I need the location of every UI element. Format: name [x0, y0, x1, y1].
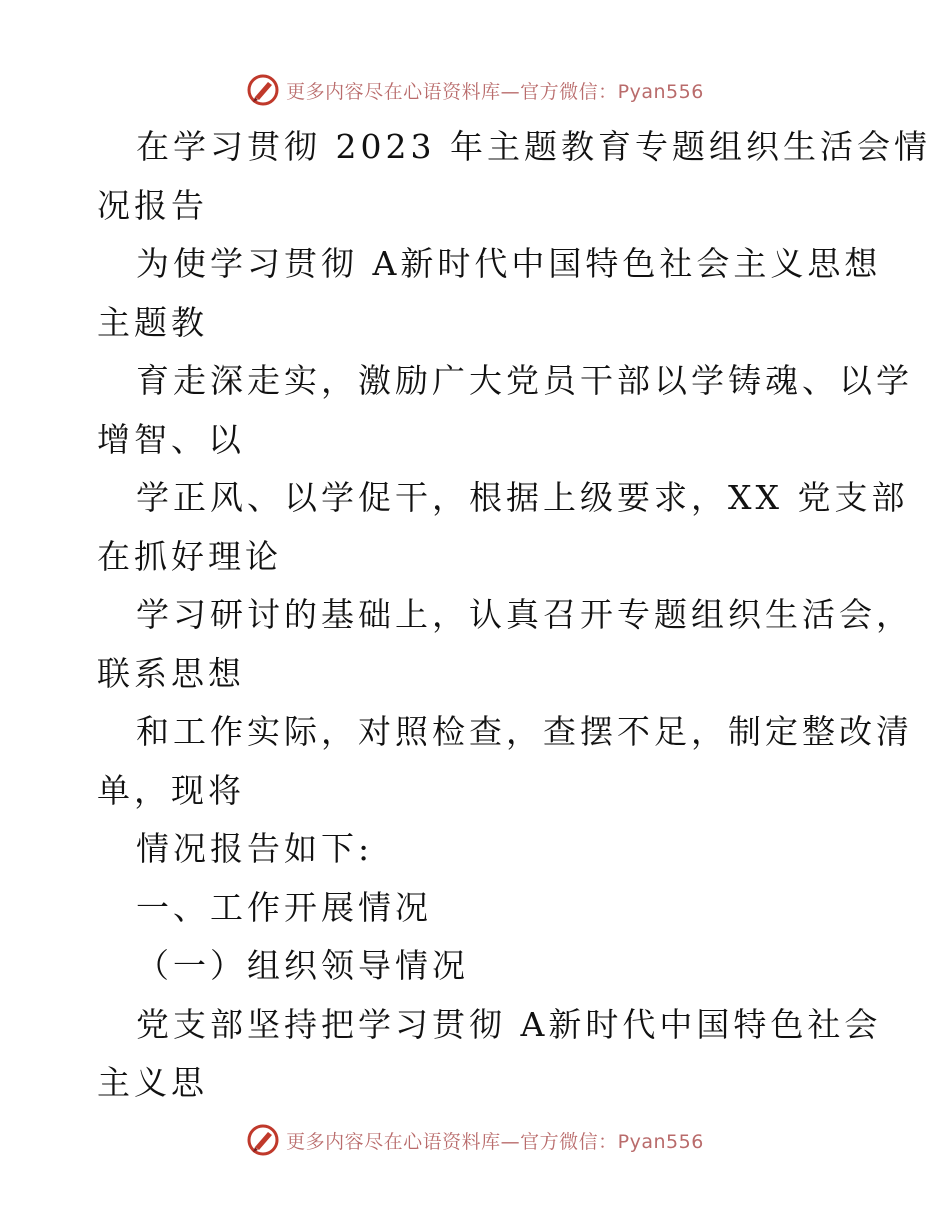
text-line: 情况报告如下:: [136, 829, 374, 868]
text-line: 在学习贯彻 2023 年主题教育专题组织生活会情: [136, 127, 931, 166]
text-line: 育走深走实，激励广大党员干部以学铸魂、以学: [136, 361, 913, 400]
text-line: 为使学习贯彻 A新时代中国特色社会主义思想: [136, 244, 882, 283]
text-line: 学习研讨的基础上，认真召开专题组织生活会，: [136, 595, 913, 634]
document-body: [97, 118, 931, 1113]
watermark-text: 更多内容尽在心语资料库—官方微信：Pyan556: [286, 1130, 704, 1153]
header-watermark: [0, 70, 950, 110]
text-line: 主题教: [97, 302, 208, 342]
pen-logo-icon: [246, 1123, 280, 1157]
text-line: 主义思: [97, 1063, 208, 1102]
text-line: 增智、以: [97, 419, 245, 459]
subsection-heading: （一）组织领导情况: [136, 946, 469, 985]
footer-watermark: [0, 1120, 950, 1160]
watermark-text: 更多内容尽在心语资料库—官方微信：Pyan556: [286, 80, 704, 103]
text-line: 学正风、以学促干，根据上级要求，XX 党支部: [136, 478, 909, 517]
text-line: 和工作实际，对照检查，查摆不足，制定整改清: [136, 712, 913, 751]
text-line: 党支部坚持把学习贯彻 A新时代中国特色社会: [136, 1004, 882, 1044]
pen-logo-icon: [246, 73, 280, 107]
text-line: 单，现将: [97, 770, 245, 810]
text-line: 在抓好理论: [97, 536, 282, 576]
text-line: 联系思想: [97, 653, 245, 693]
section-heading: 一、工作开展情况: [136, 887, 432, 927]
text-line: 况报告: [97, 185, 208, 225]
